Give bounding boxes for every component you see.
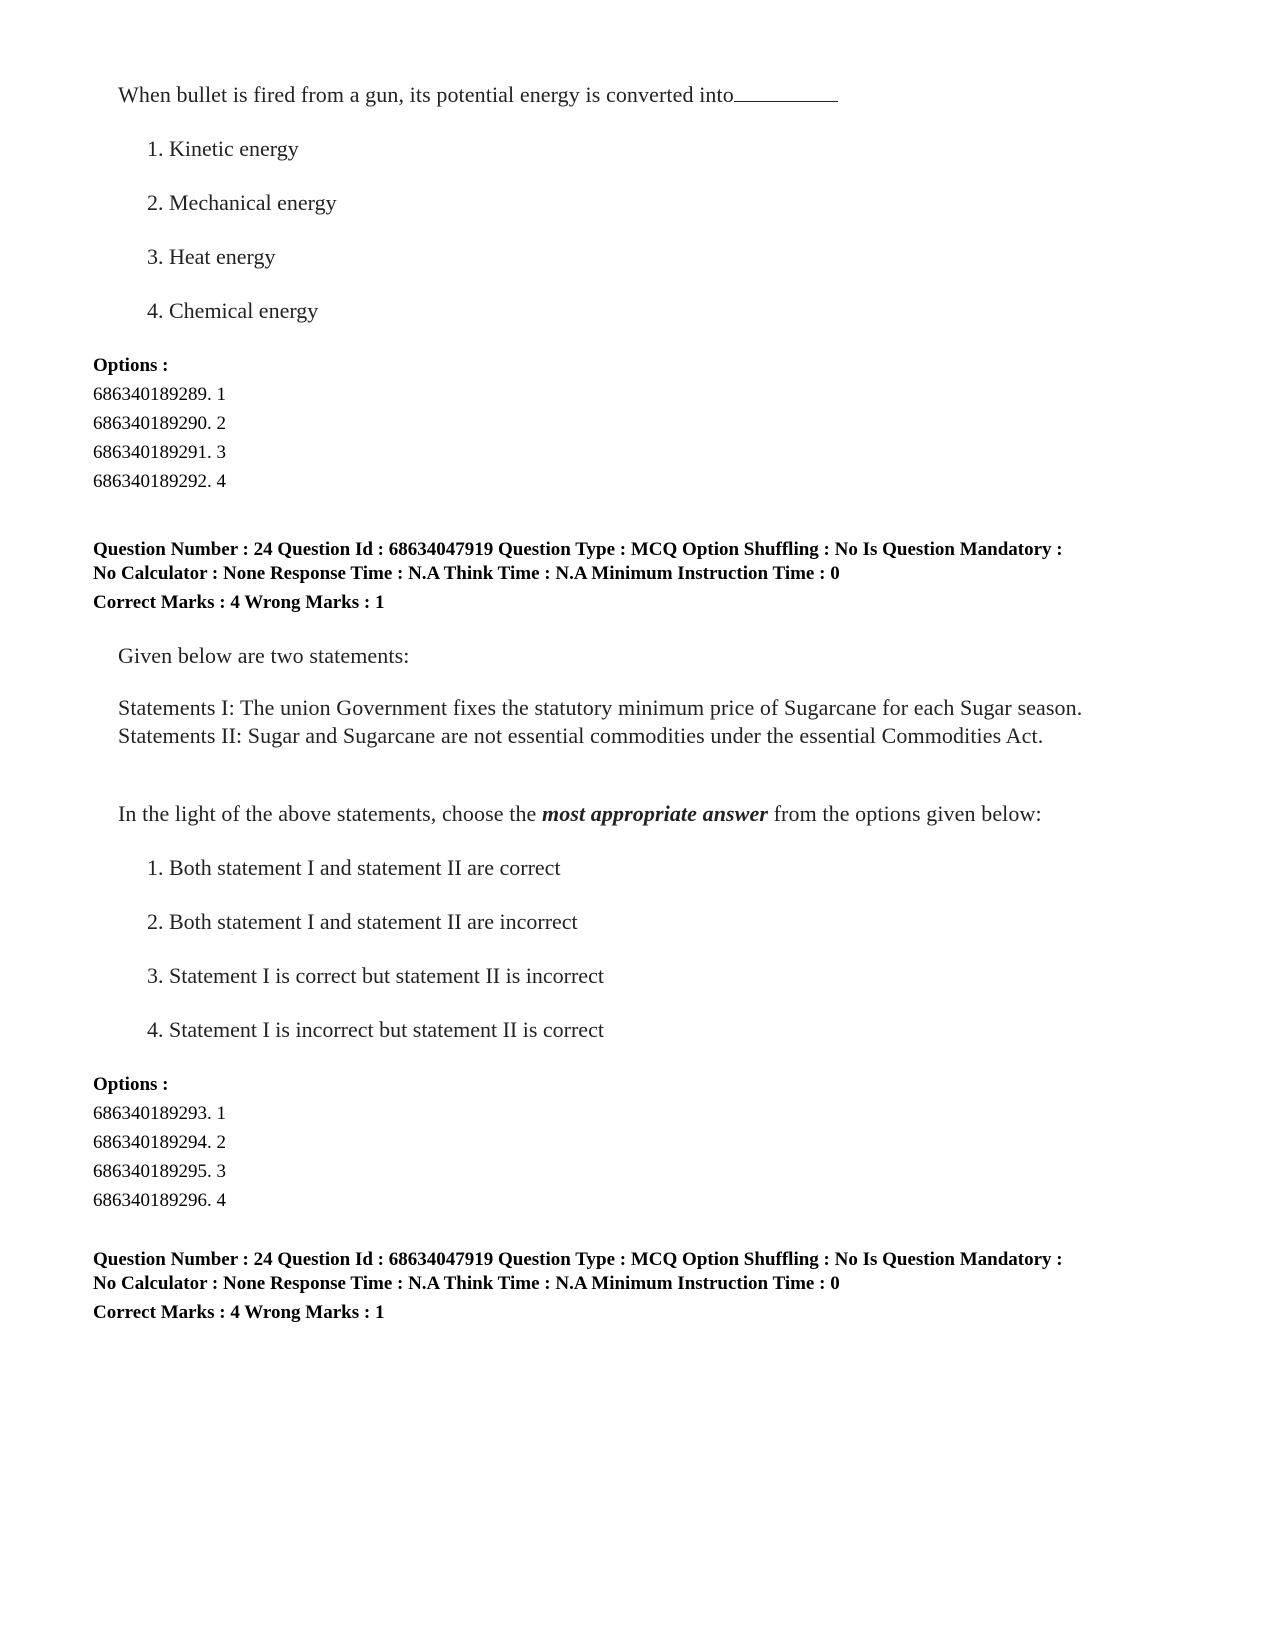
emphasis-text: most appropriate answer [542,801,769,826]
question-meta-line-2: No Calculator : None Response Time : N.A Think Time : N.A Minimum Instruction Time : 0 [93,563,840,584]
option-id-4: 686340189292. 4 [93,471,226,492]
option-id-2: 686340189294. 2 [93,1132,226,1153]
option-id-1: 686340189289. 1 [93,384,226,405]
option-id-3: 686340189295. 3 [93,1161,226,1182]
question-intro: Given below are two statements: [118,643,410,668]
option-id-4: 686340189296. 4 [93,1190,226,1211]
option-id-3: 686340189291. 3 [93,442,226,463]
options-label: Options : [93,355,169,376]
question-instruction: In the light of the above statements, choose the most appropriate answer from the options given below: [118,801,1042,826]
choice-2: 2. Both statement I and statement II are incorrect [147,909,578,934]
question-meta-line-1: Question Number : 24 Question Id : 68634047919 Question Type : MCQ Option Shuffling : No Is Question Mandatory : [93,539,1063,560]
choice-3: 3. Heat energy [147,244,276,269]
question-marks: Correct Marks : 4 Wrong Marks : 1 [93,1302,385,1323]
options-label: Options : [93,1074,169,1095]
answer-blank [734,85,838,102]
question-marks: Correct Marks : 4 Wrong Marks : 1 [93,592,385,613]
question-text: When bullet is fired from a gun, its potential energy is converted into [118,82,838,108]
choice-2: 2. Mechanical energy [147,190,337,215]
choice-4: 4. Statement I is incorrect but statement II is correct [147,1017,604,1042]
statement-2: Statements II: Sugar and Sugarcane are not essential commodities under the essential Commodities Act. [118,723,1044,748]
option-id-2: 686340189290. 2 [93,413,226,434]
question-meta-line-2: No Calculator : None Response Time : N.A Think Time : N.A Minimum Instruction Time : 0 [93,1273,840,1294]
question-meta-line-1: Question Number : 24 Question Id : 68634047919 Question Type : MCQ Option Shuffling : No Is Question Mandatory : [93,1249,1063,1270]
choice-1: 1. Kinetic energy [147,136,299,161]
choice-3: 3. Statement I is correct but statement II is incorrect [147,963,604,988]
choice-4: 4. Chemical energy [147,298,319,323]
choice-1: 1. Both statement I and statement II are correct [147,855,561,880]
option-id-1: 686340189293. 1 [93,1103,226,1124]
statement-1: Statements I: The union Government fixes the statutory minimum price of Sugarcane for each Sugar season. [118,695,1083,720]
